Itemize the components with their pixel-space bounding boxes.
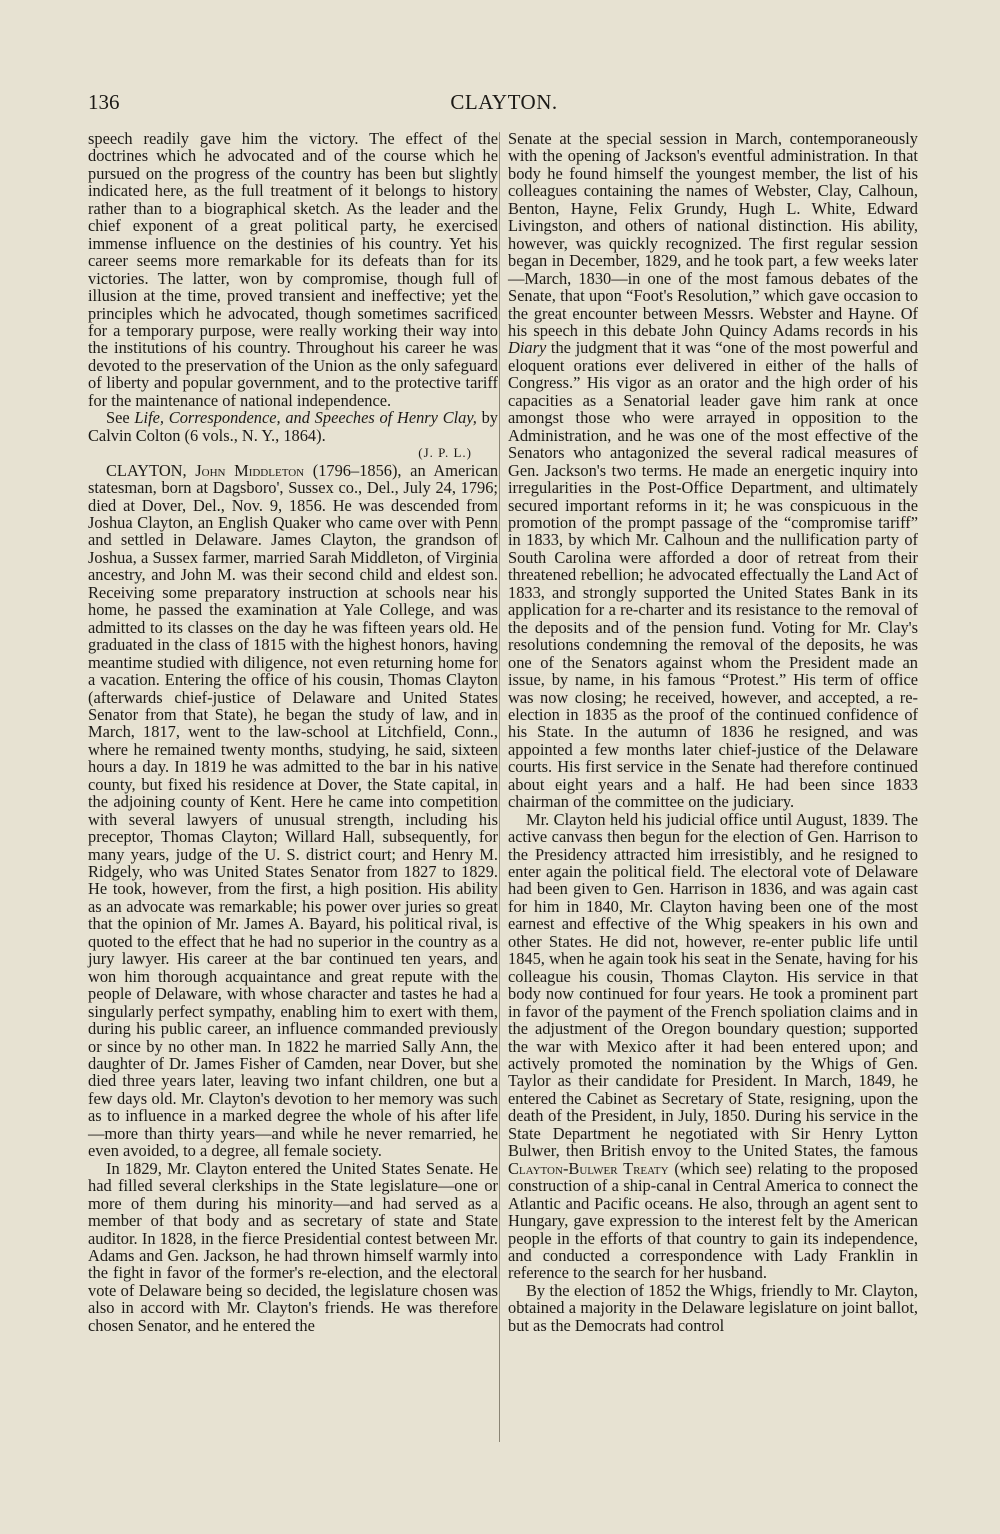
left-column [88, 130, 498, 1334]
book-title: Diary [508, 338, 547, 358]
running-title: CLAYTON. [450, 90, 558, 114]
bibliography-note: See Life, Correspondence, and Speeches of Henry Clay, by Calvin Colton (6 vols., N. Y., 1864). [88, 408, 498, 445]
entry-clayton: CLAYTON, John Middleton (1796–1856), an American statesman, born at Dagsboro', Sussex co., Del., July 24, 1796; died at Dover, Del., Nov. 9, 1856. He was descended from Joshua Clayton, an English Quaker who came over with Penn and settled in Delaware. James Clayton, the grandson of Joshua, a Sussex farmer, married Sarah Middleton, of Virginia ancestry, and John M. was their second child and eldest son. Receiving some preparatory instruction at schools near his home, he passed the examination at Yale College, and was admitted to its classes on the day he was fifteen years old. He graduated in the class of 1815 with the highest honors, having meantime studied with diligence, not even returning home for a vacation. Entering the office of his cousin, Thomas Clayton (afterwards chief-justice of Delaware and United States Senator from that State), he began the study of law, and in March, 1817, went to the law-school at Litchfield, Conn., where he remained twenty months, studying, he said, sixteen hours a day. In 1819 he was admitted to the bar in his native county, but fixed his residence at Dover, the State capital, in the adjoining county of Kent. Here he came into competition with several lawyers of unusual strength, including his preceptor, Thomas Clayton; Willard Hall, subsequently, for many years, judge of the U. S. district court; and Henry M. Ridgely, who was United States Senator from 1827 to 1829. He took, however, from the first, a high position. His ability as an advocate was remarkable; his power over juries so great that the opinion of Mr. James A. Bayard, his political rival, is quoted to the effect that he had no superior in the country as a jury lawyer. His career at the bar continued ten years, and won him thorough acquaintance and great repute with the people of Delaware, with whose character and tastes he had a singularly perfect sympathy, enabling him to exert with them, during his public career, an influence commanded previously or since by no other man. In 1822 he married Sally Ann, the daughter of Dr. James Fisher of Camden, near Dover, but she died three years later, leaving two infant children, one but a few days old. Mr. Clayton's devotion to her memory was such as to influence in a marked degree the whole of his after life—more than thirty years—and while he never remarried, he even avoided, to a degree, all female society. [88, 460, 499, 1161]
paragraph: Mr. Clayton held his judicial office until August, 1839. The active canvass then begun for the election of Gen. Harrison to the Presidency attracted him irresistibly, and he resigned to enter again the political field. The electoral vote of Delaware had been given to Gen. Harrison in 1836, and was again cast for him in 1840, Mr. Clayton having been one of the most earnest and effective of the Whig speakers in his own and other States. He did not, however, re-enter public life until 1845, when he again took his seat in the Senate, having for his colleague his cousin, Thomas Clayton. His service in that body now continued for four years. He took a prominent part in favor of the payment of the French spoliation claims and in the adjustment of the Oregon boundary question; supported the war with Mexico after it had been entered upon; and actively promoted the nomination by the Whigs of Gen. Taylor as their candidate for President. In March, 1849, he entered the Cabinet as Secretary of State, resigning, upon the death of the President, in July, 1850. During his service in the State Department he negotiated with Sir Henry Lytton Bulwer, then British envoy to the United States, the famous Clayton-Bulwer Treaty (which see) relating to the proposed construction of a ship-canal in Central America to connect the Atlantic and Pacific oceans. He also, through an agent sent to Hungary, gave expression to the interest felt by the American people in the efforts of that country to gain its independence, and conducted a correspondence with Lady Franklin in reference to the search for her husband. [508, 809, 918, 1283]
entry-given-names: John Middleton [195, 460, 305, 480]
column-divider [499, 132, 500, 1442]
book-title: Life, Correspondence, and Speeches of Henry Clay, [134, 408, 477, 428]
paragraph: speech readily gave him the victory. The effect of the doctrines which he advocated and of the course which he pursued on the progress of the country has been but slightly indicated here, as the full treatment of it belongs to history rather than to a biographical sketch. As the leader and the chief exponent of a great political party, he exercised immense influence on the destinies of his country. Yet his career seems more remarkable for its defeats than for its victories. The latter, won by compromise, though full of illusion at the time, proved transient and ineffective; yet the principles which he advocated, though sometimes sacrificed for a temporary purpose, were really working their way into the institutions of his country. Throughout his career he was devoted to the preservation of the Union as the only safeguard of liberty and popular government, and to the protective tariff for the maintenance of national independence. [88, 129, 498, 410]
entry-headword: CLAYTON, [106, 460, 196, 480]
page-header [88, 90, 920, 116]
page-number: 136 [88, 90, 120, 114]
paragraph: By the election of 1852 the Whigs, friendly to Mr. Clayton, obtained a majority in the Delaware legislature on joint ballot, but as the Democrats had control [508, 1280, 918, 1335]
author-initials: (J. P. L.) [418, 445, 472, 461]
paragraph: In 1829, Mr. Clayton entered the United States Senate. He had filled several clerkships in the State legislature—one or more of them during his minority—and had served as a member of that body and as secretary of state and State auditor. In 1828, in the fierce Presidential contest between Mr. Adams and Gen. Jackson, he had thrown himself warmly into the fight in favor of the former's re-election, and the electoral vote of Delaware being so decided, the legislature chosen was also in accord with Mr. Clayton's friends. He was therefore chosen Senator, and he entered the [88, 1158, 498, 1335]
paragraph: Senate at the special session in March, contemporaneously with the opening of Jackson's eventful administration. In that body he found himself the youngest member, the list of his colleagues containing the names of Webster, Clay, Calhoun, Benton, Hayne, Felix Grundy, Hugh L. White, Edward Livingston, and others of national distinction. His ability, however, was quickly recognized. The first regular session began in December, 1829, and he took part, a few weeks later—March, 1830—in one of the most famous debates of the Senate, that upon “Foot's Resolution,” which gave occasion to the great encounter between Messrs. Webster and Hayne. Of his speech in this debate John Quincy Adams records in his Diary the judgment that it was “one of the most powerful and eloquent orations ever delivered in either of the halls of Congress.” His vigor as an orator and the high order of his capacities as a Senatorial leader gave him rank at once amongst those who were arrayed in opposition to the Administration, and he was one of the most effective of the Senators who antagonized the several radical measures of Gen. Jackson's two terms. He made an energetic inquiry into irregularities in the Post-Office Department, and ultimately secured important reforms in it; he was conspicuous in the promotion of the prompt passage of the “compromise tariff” in 1833, by which Mr. Calhoun and the nullification party of South Carolina were afforded a door of retreat from their threatened rebellion; he advocated effectually the Land Act of 1833, and strongly supported the United States Bank in its application for a re-charter and its resistance to the removal of the deposits and of the pension fund. Voting for Mr. Clay's resolutions condemning the removal of the deposits, he was one of the Senators against whom the President made an issue, by name, in his famous “Protest.” His term of office was now closing; he received, however, and accepted, a re-election in 1835 as the proof of the continued confidence of his State. In the autumn of 1836 he resigned, and was appointed a few months later chief-justice of the Delaware courts. His first service in the Senate had therefore continued about eight years and a half. He had been since 1833 chairman of the committee on the judiciary. [508, 129, 918, 812]
cross-reference: Clayton-Bulwer Treaty [508, 1158, 669, 1178]
right-column [508, 130, 918, 1334]
